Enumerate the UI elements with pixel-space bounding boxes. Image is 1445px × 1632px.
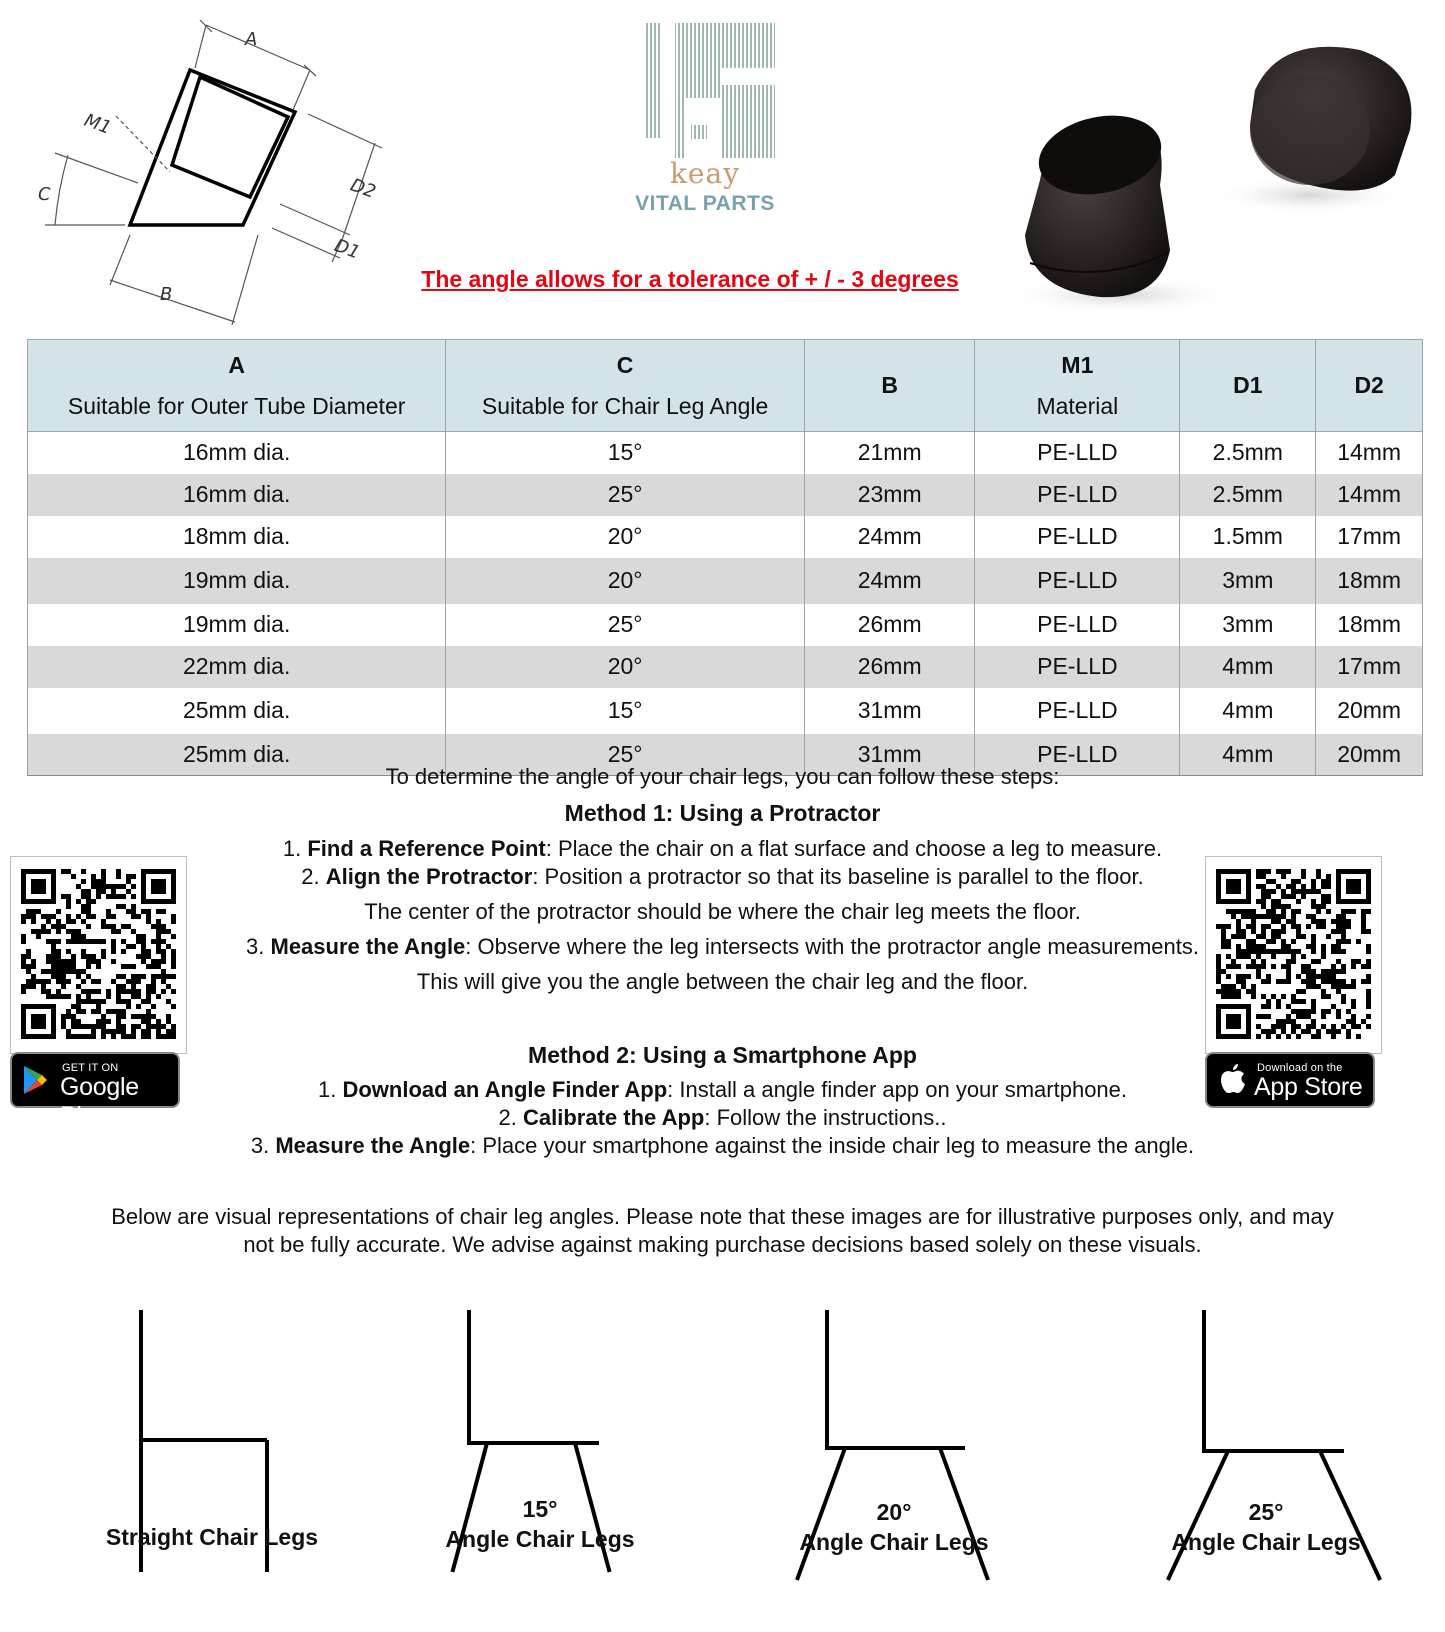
label-b: B (160, 284, 173, 305)
table-header-row (28, 340, 1423, 432)
table-row (28, 646, 1423, 688)
column-header-c (446, 340, 805, 432)
table-row (28, 604, 1423, 646)
column-key: D1 (1233, 372, 1263, 398)
tolerance-note: The angle allows for a tolerance of + / - 3 degrees (421, 266, 959, 292)
table-cell: 4mm (1180, 646, 1316, 688)
step-text: : Place your smartphone against the inside chair leg to measure the angle. (470, 1133, 1195, 1158)
disclaimer-line-1: Below are visual representations of chair leg angles. Please note that these images are for illustrative purposes only, and may (111, 1204, 1334, 1229)
chair-caption-20: Angle Chair Legs (799, 1529, 989, 1555)
table-cell: 21mm (804, 432, 974, 474)
step-title: Find a Reference Point (307, 836, 546, 861)
google-play-small-text: GET IT ON (62, 1062, 119, 1074)
table-cell: 24mm (804, 516, 974, 558)
table-cell: 15° (446, 432, 805, 474)
label-m1: M1 (81, 109, 114, 139)
table-cell: 19mm dia. (28, 604, 446, 646)
google-play-badge[interactable] (10, 1052, 180, 1130)
method1-step2-extra: The center of the protractor should be where the chair leg meets the floor. (364, 899, 1081, 924)
table-cell: 15° (446, 688, 805, 734)
app-store-small-text: Download on the (1257, 1062, 1343, 1074)
table-row (28, 688, 1423, 734)
table-cell: 16mm dia. (28, 432, 446, 474)
column-key: C (616, 351, 634, 378)
table-cell: PE-LLD (975, 646, 1180, 688)
table-cell: 20mm (1316, 734, 1423, 776)
table-cell: 25° (446, 734, 805, 776)
column-header-a (28, 340, 446, 432)
step-title: Measure the Angle (275, 1133, 471, 1158)
column-key: D2 (1354, 372, 1384, 398)
table-cell: PE-LLD (975, 558, 1180, 604)
product-photo (1010, 35, 1430, 325)
method1-title: Method 1: Using a Protractor (564, 800, 881, 826)
column-key: B (881, 372, 898, 398)
chair-angle-25: 25° (1248, 1499, 1284, 1525)
table-cell: 22mm dia. (28, 646, 446, 688)
step-number: 2. (498, 1105, 517, 1130)
app-store-badge[interactable] (1205, 1052, 1375, 1108)
table-row (28, 474, 1423, 516)
column-header-m1 (975, 340, 1180, 432)
step-number: 2. (301, 864, 320, 889)
label-d2: D2 (347, 174, 379, 203)
step-title: Align the Protractor (325, 864, 533, 889)
cap-outline (130, 70, 295, 225)
table-cell: 3mm (1180, 558, 1316, 604)
table-cell: 3mm (1180, 604, 1316, 646)
google-play-qr-code[interactable] (10, 856, 187, 1054)
table-cell: 26mm (804, 604, 974, 646)
table-cell: 16mm dia. (28, 474, 446, 516)
column-key: A (228, 351, 245, 378)
table-cell: PE-LLD (975, 604, 1180, 646)
table-cell: 18mm (1316, 558, 1423, 604)
step-title: Measure the Angle (270, 934, 466, 959)
logo-subtitle: VITAL PARTS (635, 192, 775, 215)
brand-logo (630, 20, 780, 215)
google-play-icon (22, 1065, 48, 1095)
table-cell: 20° (446, 646, 805, 688)
table-cell: 25° (446, 474, 805, 516)
apple-icon (1218, 1063, 1246, 1095)
step-title: Download an Angle Finder App (342, 1077, 668, 1102)
table-cell: 2.5mm (1180, 474, 1316, 516)
column-header-d1 (1180, 340, 1316, 432)
table-cell: 4mm (1180, 688, 1316, 734)
table-cell: 26mm (804, 646, 974, 688)
table-cell: 31mm (804, 734, 974, 776)
step-number: 1. (282, 836, 302, 861)
table-cell: 14mm (1316, 432, 1423, 474)
table-cell: PE-LLD (975, 734, 1180, 776)
disclaimer-line-2: not be fully accurate. We advise against making purchase decisions based solely on these visuals. (243, 1232, 1202, 1257)
step-text: : Install a angle finder app on your smartphone. (667, 1077, 1128, 1102)
table-cell: 19mm dia. (28, 558, 446, 604)
app-store-big-text: App Store (1254, 1073, 1363, 1101)
chair-caption-straight: Straight Chair Legs (105, 1524, 319, 1550)
method2-title: Method 2: Using a Smartphone App (528, 1042, 917, 1068)
chair-caption-25: Angle Chair Legs (1171, 1529, 1361, 1555)
step-text: : Position a protractor so that its baseline is parallel to the floor. (532, 864, 1144, 889)
chair-figures (0, 1310, 1445, 1632)
label-d1: D1 (331, 235, 363, 264)
column-header-b (804, 340, 974, 432)
qr-code-icon (21, 869, 176, 1039)
dimension-diagram (30, 10, 410, 330)
column-description: Suitable for Outer Tube Diameter (67, 392, 406, 419)
chair-figures-svg (0, 1310, 1445, 1632)
table-cell: 1.5mm (1180, 516, 1316, 558)
table-cell: 25mm dia. (28, 734, 446, 776)
table-cell: 20mm (1316, 688, 1423, 734)
step-title: Calibrate the App (523, 1105, 705, 1130)
table-cell: PE-LLD (975, 432, 1180, 474)
table-cell: 20° (446, 558, 805, 604)
table-cell: 17mm (1316, 646, 1423, 688)
table-cell: PE-LLD (975, 688, 1180, 734)
column-description: Suitable for Chair Leg Angle (481, 392, 769, 419)
table-cell: 18mm dia. (28, 516, 446, 558)
table-cell: PE-LLD (975, 516, 1180, 558)
method2-step2 (0, 1105, 1445, 1131)
qr-code-icon (1216, 869, 1371, 1039)
logo-mark (630, 20, 780, 160)
table-cell: 18mm (1316, 604, 1423, 646)
label-c: C (38, 184, 51, 205)
table-cell: 20° (446, 516, 805, 558)
google-play-big-text: Google Play (60, 1073, 139, 1130)
table-cell: 23mm (804, 474, 974, 516)
chair-caption-15: Angle Chair Legs (445, 1526, 635, 1552)
instructions-intro: To determine the angle of your chair legs, you can follow these steps: (385, 764, 1060, 789)
app-store-qr-code[interactable] (1205, 856, 1382, 1054)
column-header-d2 (1316, 340, 1423, 432)
step-text: : Follow the instructions.. (704, 1105, 947, 1130)
column-key: M1 (1061, 351, 1094, 378)
logo-brand-name: keay (669, 157, 741, 190)
spec-table (27, 339, 1423, 776)
label-a: A (245, 29, 258, 50)
table-row (28, 516, 1423, 558)
chair-angle-15: 15° (522, 1496, 558, 1522)
table-cell: 31mm (804, 688, 974, 734)
chair-angle-20: 20° (876, 1499, 912, 1525)
column-description: Material (1036, 392, 1119, 419)
cap-inner-outline (172, 77, 288, 197)
table-cell: PE-LLD (975, 474, 1180, 516)
step-text: : Observe where the leg intersects with the protractor angle measurements. (465, 934, 1199, 959)
table-row (28, 558, 1423, 604)
method2-step3 (0, 1133, 1445, 1159)
table-cell: 25mm dia. (28, 688, 446, 734)
step-number: 3. (246, 934, 265, 959)
table-cell: 25° (446, 604, 805, 646)
table-cell: 4mm (1180, 734, 1316, 776)
method1-step3-extra: This will give you the angle between the chair leg and the floor. (416, 969, 1029, 994)
step-text: : Place the chair on a flat surface and choose a leg to measure. (545, 836, 1163, 861)
table-cell: 14mm (1316, 474, 1423, 516)
step-number: 3. (250, 1133, 270, 1158)
table-row (28, 432, 1423, 474)
step-number: 1. (317, 1077, 337, 1102)
table-cell: 17mm (1316, 516, 1423, 558)
table-cell: 24mm (804, 558, 974, 604)
table-cell: 2.5mm (1180, 432, 1316, 474)
